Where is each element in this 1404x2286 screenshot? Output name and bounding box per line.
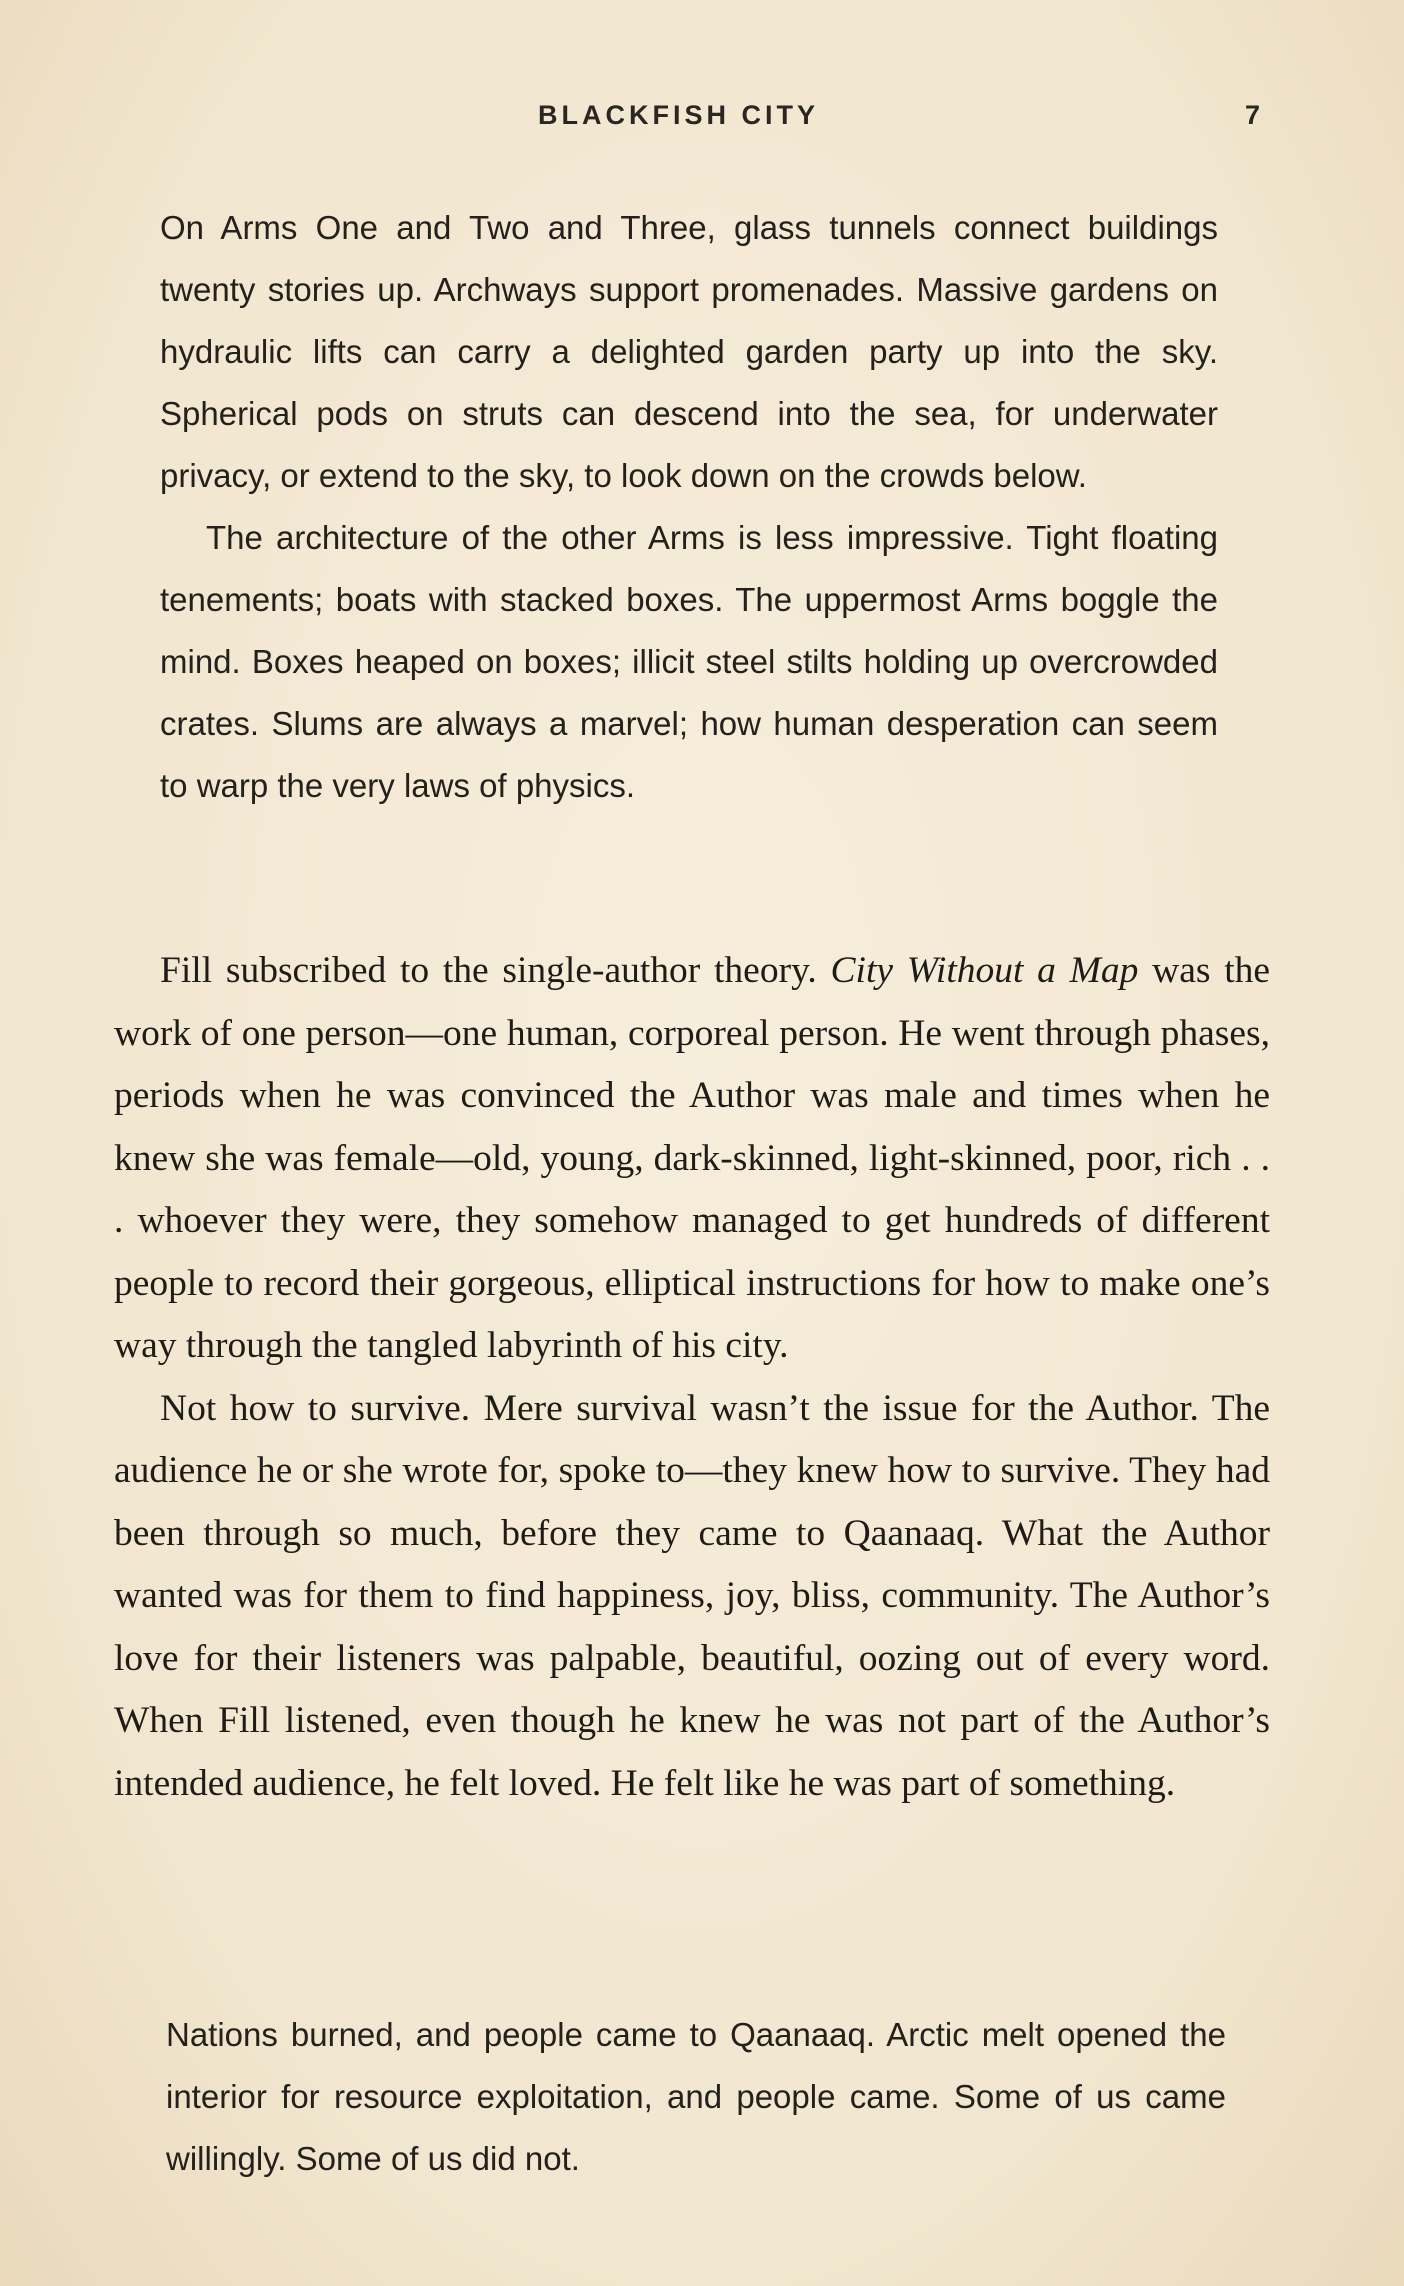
paragraph-text-after-title: was the work of one person—one human, corporeal person. He went through phases, periods when he was convinced the Author was male and times when he knew she was female—old, young, dark-skinned, light-skinned, poor, rich . . . whoever they were, they somehow managed to get hundreds of different people to record their gorgeous, elliptical instructions for how to make one’s way through the tangled labyrinth of his city. bbox=[114, 950, 1271, 1366]
running-head bbox=[0, 100, 1404, 140]
paragraph-text-before-title: Fill subscribed to the single-author theory. bbox=[160, 950, 817, 991]
section-1-paragraph-1: On Arms One and Two and Three, glass tunnels connect buildings twenty stories up. Archways support promenades. Massive gardens on hydraulic lifts can carry a delighted garden party up into the sky. Spherical pods on struts can descend into the sea, for underwater privacy, or extend to the sky, to look down on the crowds below. bbox=[160, 209, 1218, 494]
section-1 bbox=[160, 197, 1218, 817]
section-2-paragraph-2: Not how to survive. Mere survival wasn’t the issue for the Author. The audience he or she wrote for, spoke to—they knew how to survive. They had been through so much, before they came to Qaanaaq. What the Author wanted was for them to find happiness, joy, bliss, community. The Author’s love for their listeners was palpable, beautiful, oozing out of every word. When Fill listened, even though he knew he was not part of the Author’s intended audience, he felt loved. He felt like he was part of something. bbox=[114, 1387, 1270, 1804]
section-3-paragraph-1: Nations burned, and people came to Qaanaaq. Arctic melt opened the interior for resource exploitation, and people came. Some of us came willingly. Some of us did not. bbox=[166, 2016, 1226, 2177]
section-3 bbox=[166, 2004, 1226, 2190]
page-number: 7 bbox=[1245, 100, 1261, 130]
section-2-paragraph-1 bbox=[114, 940, 1270, 1378]
section-1-paragraph-2: The architecture of the other Arms is less impressive. Tight floating tenements; boats with stacked boxes. The uppermost Arms boggle the mind. Boxes heaped on boxes; illicit steel stilts holding up overcrowded crates. Slums are always a marvel; how human desperation can seem to warp the very laws of physics. bbox=[160, 519, 1218, 804]
running-title: BLACKFISH CITY bbox=[538, 100, 819, 130]
book-title: City Without a Map bbox=[830, 950, 1139, 991]
section-2 bbox=[114, 940, 1270, 1815]
